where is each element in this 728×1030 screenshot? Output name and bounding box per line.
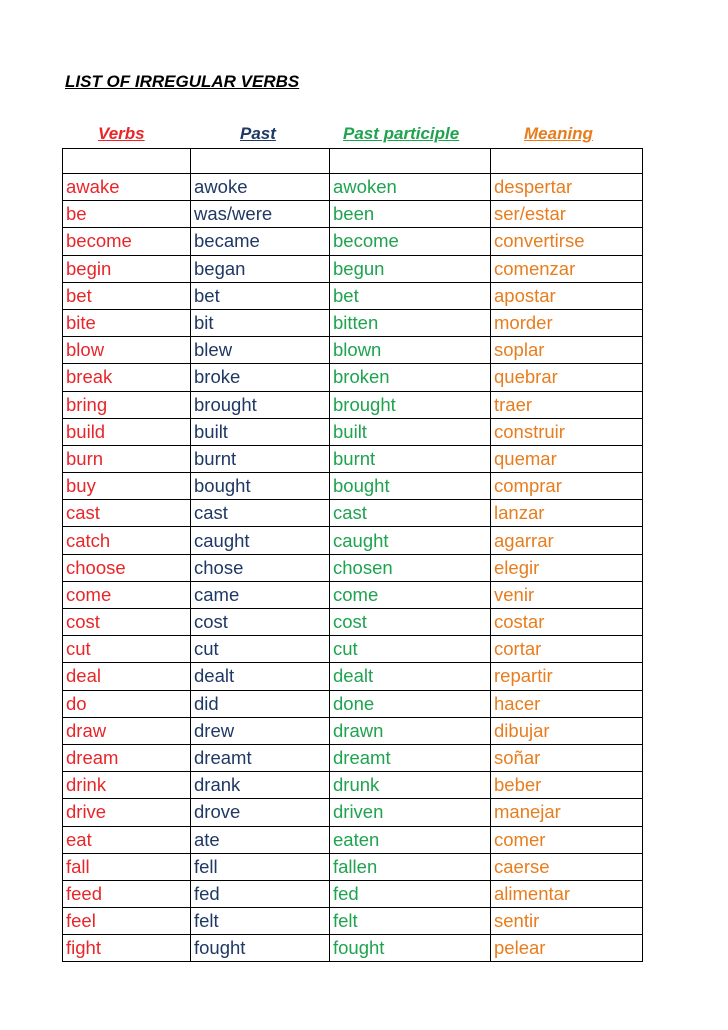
verb-cell: buy — [63, 473, 191, 500]
verb-cell: feel — [63, 908, 191, 935]
verb-cell: cast — [63, 500, 191, 527]
past-cell: bought — [191, 473, 330, 500]
meaning-cell: convertirse — [491, 228, 643, 255]
past-participle-cell: come — [330, 581, 491, 608]
past-cell: ate — [191, 826, 330, 853]
verb-cell: build — [63, 418, 191, 445]
meaning-cell: soñar — [491, 744, 643, 771]
verb-cell: fight — [63, 935, 191, 962]
table-row — [63, 201, 643, 228]
table-row — [63, 581, 643, 608]
past-cell: chose — [191, 554, 330, 581]
meaning-cell: construir — [491, 418, 643, 445]
past-cell: cut — [191, 636, 330, 663]
blank-cell — [63, 149, 191, 174]
past-cell: blew — [191, 337, 330, 364]
verb-cell: bite — [63, 309, 191, 336]
past-participle-cell: become — [330, 228, 491, 255]
meaning-cell: dibujar — [491, 717, 643, 744]
verb-cell: blow — [63, 337, 191, 364]
past-participle-cell: cost — [330, 609, 491, 636]
past-participle-cell: broken — [330, 364, 491, 391]
meaning-cell: morder — [491, 309, 643, 336]
verb-cell: draw — [63, 717, 191, 744]
past-cell: built — [191, 418, 330, 445]
header-past: Past — [240, 124, 276, 143]
table-row — [63, 772, 643, 799]
meaning-cell: hacer — [491, 690, 643, 717]
past-participle-cell: bitten — [330, 309, 491, 336]
past-cell: awoke — [191, 174, 330, 201]
past-cell: fed — [191, 880, 330, 907]
meaning-cell: sentir — [491, 908, 643, 935]
past-participle-cell: dreamt — [330, 744, 491, 771]
table-row — [63, 255, 643, 282]
verb-cell: dream — [63, 744, 191, 771]
past-participle-cell: felt — [330, 908, 491, 935]
verb-cell: bet — [63, 282, 191, 309]
past-cell: did — [191, 690, 330, 717]
meaning-cell: despertar — [491, 174, 643, 201]
table-row — [63, 364, 643, 391]
meaning-cell: comenzar — [491, 255, 643, 282]
past-participle-cell: bet — [330, 282, 491, 309]
table-row — [63, 309, 643, 336]
table-row — [63, 935, 643, 962]
past-cell: became — [191, 228, 330, 255]
verb-cell: eat — [63, 826, 191, 853]
table-row — [63, 717, 643, 744]
past-cell: burnt — [191, 445, 330, 472]
meaning-cell: pelear — [491, 935, 643, 962]
past-cell: was/were — [191, 201, 330, 228]
meaning-cell: beber — [491, 772, 643, 799]
past-participle-cell: fed — [330, 880, 491, 907]
meaning-cell: traer — [491, 391, 643, 418]
past-cell: caught — [191, 527, 330, 554]
past-cell: cast — [191, 500, 330, 527]
table-row — [63, 908, 643, 935]
page-title: LIST OF IRREGULAR VERBS — [65, 72, 300, 91]
past-participle-cell: cast — [330, 500, 491, 527]
table-row — [63, 554, 643, 581]
meaning-cell: ser/estar — [491, 201, 643, 228]
past-participle-cell: drunk — [330, 772, 491, 799]
past-participle-cell: done — [330, 690, 491, 717]
blank-cell — [191, 149, 330, 174]
past-participle-cell: awoken — [330, 174, 491, 201]
past-participle-cell: eaten — [330, 826, 491, 853]
table-row — [63, 418, 643, 445]
past-participle-cell: cut — [330, 636, 491, 663]
past-cell: began — [191, 255, 330, 282]
past-cell: felt — [191, 908, 330, 935]
header-past-participle: Past participle — [343, 124, 460, 143]
meaning-cell: costar — [491, 609, 643, 636]
past-cell: dreamt — [191, 744, 330, 771]
past-cell: fought — [191, 935, 330, 962]
blank-cell — [491, 149, 643, 174]
meaning-cell: quebrar — [491, 364, 643, 391]
meaning-cell: caerse — [491, 853, 643, 880]
past-cell: broke — [191, 364, 330, 391]
table-row — [63, 799, 643, 826]
past-participle-cell: brought — [330, 391, 491, 418]
verb-cell: awake — [63, 174, 191, 201]
meaning-cell: repartir — [491, 663, 643, 690]
header-meaning: Meaning — [524, 124, 593, 143]
past-participle-cell: bought — [330, 473, 491, 500]
verb-cell: do — [63, 690, 191, 717]
verb-cell: come — [63, 581, 191, 608]
table-row — [63, 391, 643, 418]
meaning-cell: manejar — [491, 799, 643, 826]
table-row — [63, 744, 643, 771]
meaning-cell: cortar — [491, 636, 643, 663]
past-participle-cell: fallen — [330, 853, 491, 880]
past-participle-cell: fought — [330, 935, 491, 962]
verb-cell: deal — [63, 663, 191, 690]
meaning-cell: comprar — [491, 473, 643, 500]
past-cell: drove — [191, 799, 330, 826]
verb-cell: drive — [63, 799, 191, 826]
meaning-cell: venir — [491, 581, 643, 608]
past-cell: drank — [191, 772, 330, 799]
past-cell: drew — [191, 717, 330, 744]
past-cell: fell — [191, 853, 330, 880]
table-row — [63, 880, 643, 907]
verb-cell: feed — [63, 880, 191, 907]
meaning-cell: quemar — [491, 445, 643, 472]
meaning-cell: agarrar — [491, 527, 643, 554]
meaning-cell: elegir — [491, 554, 643, 581]
table-row — [63, 174, 643, 201]
table-row — [63, 282, 643, 309]
verb-cell: cost — [63, 609, 191, 636]
past-participle-cell: dealt — [330, 663, 491, 690]
past-participle-cell: burnt — [330, 445, 491, 472]
table-row — [63, 228, 643, 255]
past-cell: bit — [191, 309, 330, 336]
verb-cell: drink — [63, 772, 191, 799]
past-cell: came — [191, 581, 330, 608]
meaning-cell: soplar — [491, 337, 643, 364]
table-row — [63, 445, 643, 472]
verb-table-body — [63, 149, 643, 962]
table-row — [63, 853, 643, 880]
past-cell: cost — [191, 609, 330, 636]
past-participle-cell: been — [330, 201, 491, 228]
verb-cell: choose — [63, 554, 191, 581]
past-participle-cell: built — [330, 418, 491, 445]
meaning-cell: apostar — [491, 282, 643, 309]
past-cell: bet — [191, 282, 330, 309]
table-row — [63, 473, 643, 500]
meaning-cell: comer — [491, 826, 643, 853]
table-row — [63, 663, 643, 690]
blank-cell — [330, 149, 491, 174]
past-participle-cell: driven — [330, 799, 491, 826]
header-verbs: Verbs — [98, 124, 145, 143]
past-cell: dealt — [191, 663, 330, 690]
past-participle-cell: caught — [330, 527, 491, 554]
irregular-verbs-table — [62, 148, 643, 962]
table-row — [63, 527, 643, 554]
past-participle-cell: drawn — [330, 717, 491, 744]
past-participle-cell: blown — [330, 337, 491, 364]
blank-row — [63, 149, 643, 174]
past-participle-cell: chosen — [330, 554, 491, 581]
table-row — [63, 690, 643, 717]
verb-cell: bring — [63, 391, 191, 418]
table-row — [63, 826, 643, 853]
verb-cell: burn — [63, 445, 191, 472]
verb-cell: break — [63, 364, 191, 391]
past-participle-cell: begun — [330, 255, 491, 282]
table-row — [63, 500, 643, 527]
table-row — [63, 636, 643, 663]
verb-cell: be — [63, 201, 191, 228]
verb-cell: begin — [63, 255, 191, 282]
past-cell: brought — [191, 391, 330, 418]
meaning-cell: lanzar — [491, 500, 643, 527]
table-row — [63, 609, 643, 636]
verb-cell: fall — [63, 853, 191, 880]
meaning-cell: alimentar — [491, 880, 643, 907]
table-row — [63, 337, 643, 364]
verb-cell: cut — [63, 636, 191, 663]
verb-cell: catch — [63, 527, 191, 554]
verb-cell: become — [63, 228, 191, 255]
